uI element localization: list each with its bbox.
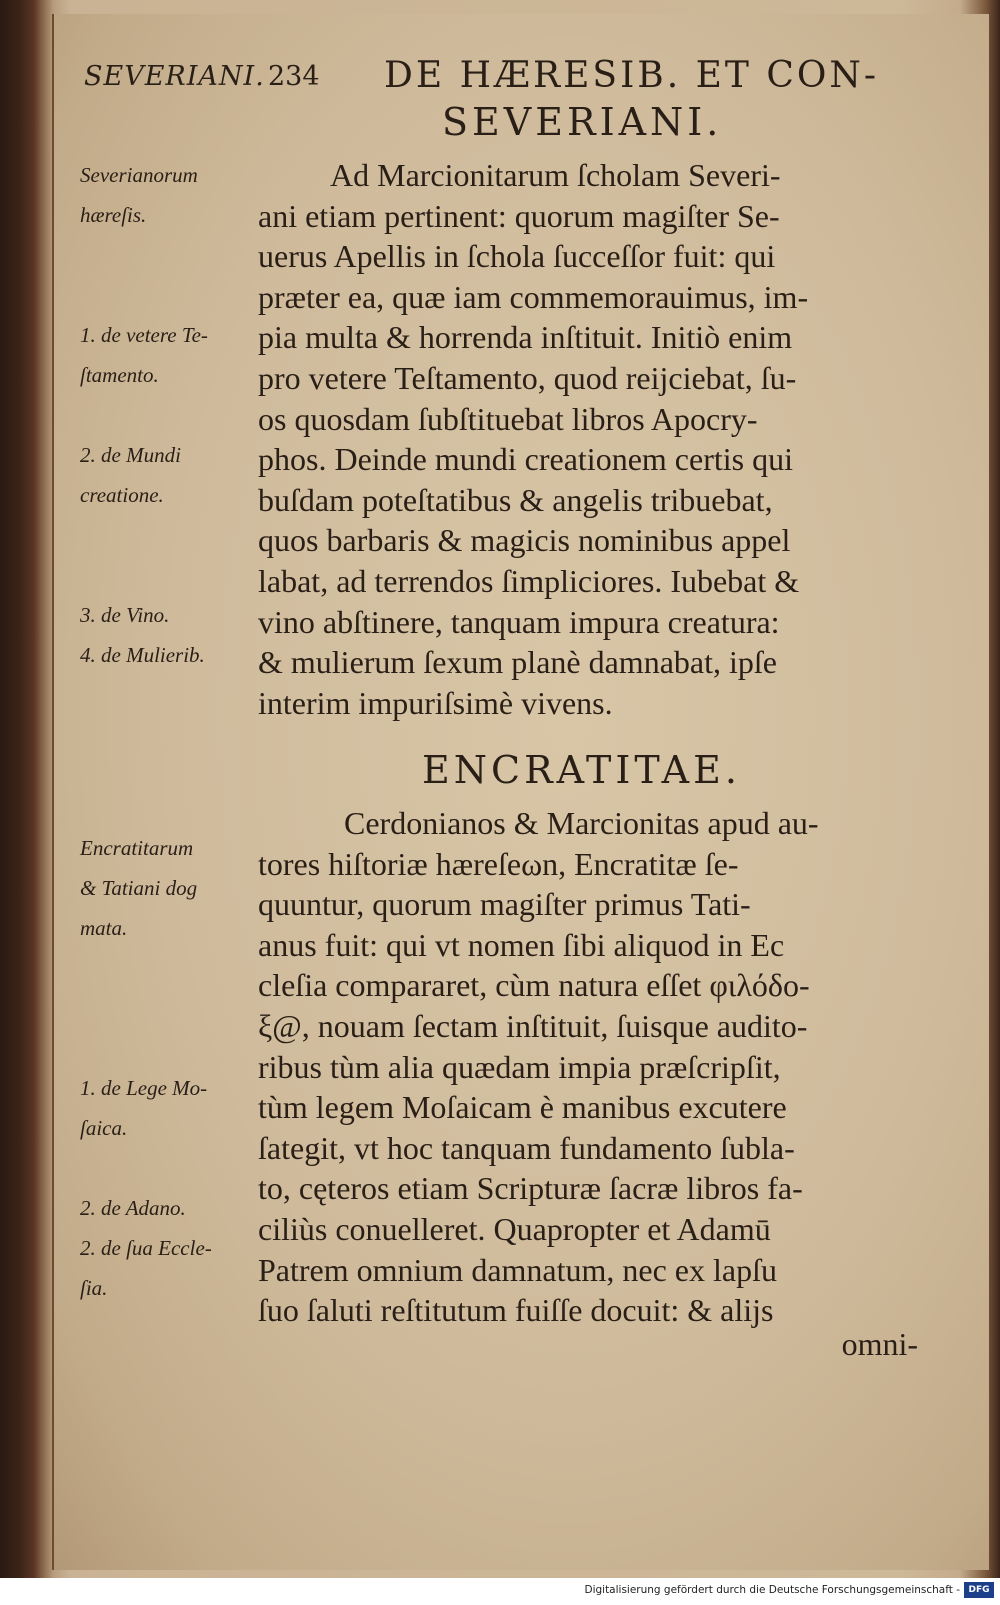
margin-note [80,948,250,988]
margin-note: ſia. [80,1276,108,1300]
text-line: Patrem omnium damnatum, nec ex lapſu [258,1251,777,1288]
margin-note: 2. de ſua Eccle- [80,1236,212,1260]
margin-note: ſtamento. [80,363,159,387]
section-heading-severiani: SEVERIANI. [442,100,723,144]
text-line: phos. Deinde mundi creationem certis qui [258,441,793,478]
body-text-encratitae [258,803,918,1331]
text-line: anus fuit: qui vt nomen ſibi aliquod in Ec [258,926,785,963]
text-line: pro vetere Teſtamento, quod reijciebat, ſu- [258,359,797,396]
margin-note: Encratitarum [80,836,194,860]
margin-note: 1. de Lege Mo- [80,1076,208,1100]
digitization-credit: Digitalisierung gefördert durch die Deutsche Forschungsgemeinschaft - [584,1584,960,1596]
margin-note: 1. de vetere Te- [80,323,208,347]
margin-note: creatione. [80,483,164,507]
page-header [0,55,1000,105]
text-line: uerus Apellis in ſchola ſucceſſor fuit: qui [258,238,776,275]
text-line: labat, ad terrendos ſimpliciores. Iubebat & [258,562,800,599]
margin-note: mata. [80,916,128,940]
text-line: ani etiam pertinent: quorum magiſter Se- [258,197,780,234]
running-title: DE HÆRESIB. ET CON- [384,55,880,96]
margin-note [80,1028,250,1068]
text-line: Cerdonianos & Marcionitas apud au- [344,805,819,841]
margin-note [80,235,250,275]
text-line: os quosdam ſubſtituebat libros Apocry- [258,400,758,437]
text-line: interim impuriſsimè vivens. [258,684,613,721]
margin-note: 4. de Mulierib. [80,643,205,667]
text-line: ſuo ſaluti reſtitutum fuiſſe docuit: & alijs [258,1292,774,1329]
margin-notes-severiani [80,155,250,675]
text-line: ξ@, nouam ſectam inſtituit, ſuisque audito- [258,1007,808,1044]
margin-note [80,555,250,595]
text-line: tores hiſtoriæ hæreſeωn, Encratitæ ſe- [258,845,739,882]
text-line: pia multa & horrenda inſtituit. Initiò enim [258,319,793,356]
text-line: præter ea, quæ iam commemorauimus, im- [258,278,809,315]
footer-bar [0,1578,1000,1605]
text-line: to, cęteros etiam Scripturæ ſacræ libros fa- [258,1170,803,1207]
text-line: & mulierum ſexum planè damnabat, ipſe [258,644,777,681]
margin-note: 3. de Vino. [80,603,170,627]
margin-note [80,988,250,1028]
text-line: ſategit, vt hoc tanquam fundamento ſubla- [258,1129,795,1166]
margin-note [80,1148,250,1188]
margin-note: 2. de Mundi [80,443,181,467]
text-line: quos barbaris & magicis nominibus appel [258,522,791,559]
margin-notes-encratitae [80,828,250,1308]
catchword: omni- [841,1326,918,1362]
margin-note: 2. de Adano. [80,1196,186,1220]
text-line: vino abſtinere, tanquam impura creatura: [258,603,780,640]
text-line: ciliùs conuelleret. Quapropter et Adamū [258,1210,771,1247]
margin-note [80,275,250,315]
margin-note: Severianorum [80,163,198,187]
section-heading-encratitae: ENCRATITAE. [422,748,741,792]
margin-note: ſaica. [80,1116,128,1140]
running-head: SEVERIANI. [84,61,265,92]
text-line: cleſia compararet, cùm natura eſſet φιλόδο- [258,967,810,1004]
margin-note: hæreſis. [80,203,147,227]
text-line: Ad Marcionitarum ſcholam Severi- [330,157,781,193]
text-line: quuntur, quorum magiſter primus Tati- [258,886,751,923]
margin-note [80,395,250,435]
dfg-logo: DFG [964,1582,994,1598]
text-line: ribus tùm alia quædam impia præſcripſit, [258,1048,781,1085]
body-text-severiani [258,155,918,723]
text-line: tùm legem Moſaicam è manibus excutere [258,1089,787,1126]
margin-note [80,515,250,555]
text-line: buſdam poteſtatibus & angelis tribuebat, [258,481,773,518]
page-number: 234 [268,61,320,92]
margin-note: & Tatiani dog [80,876,198,900]
